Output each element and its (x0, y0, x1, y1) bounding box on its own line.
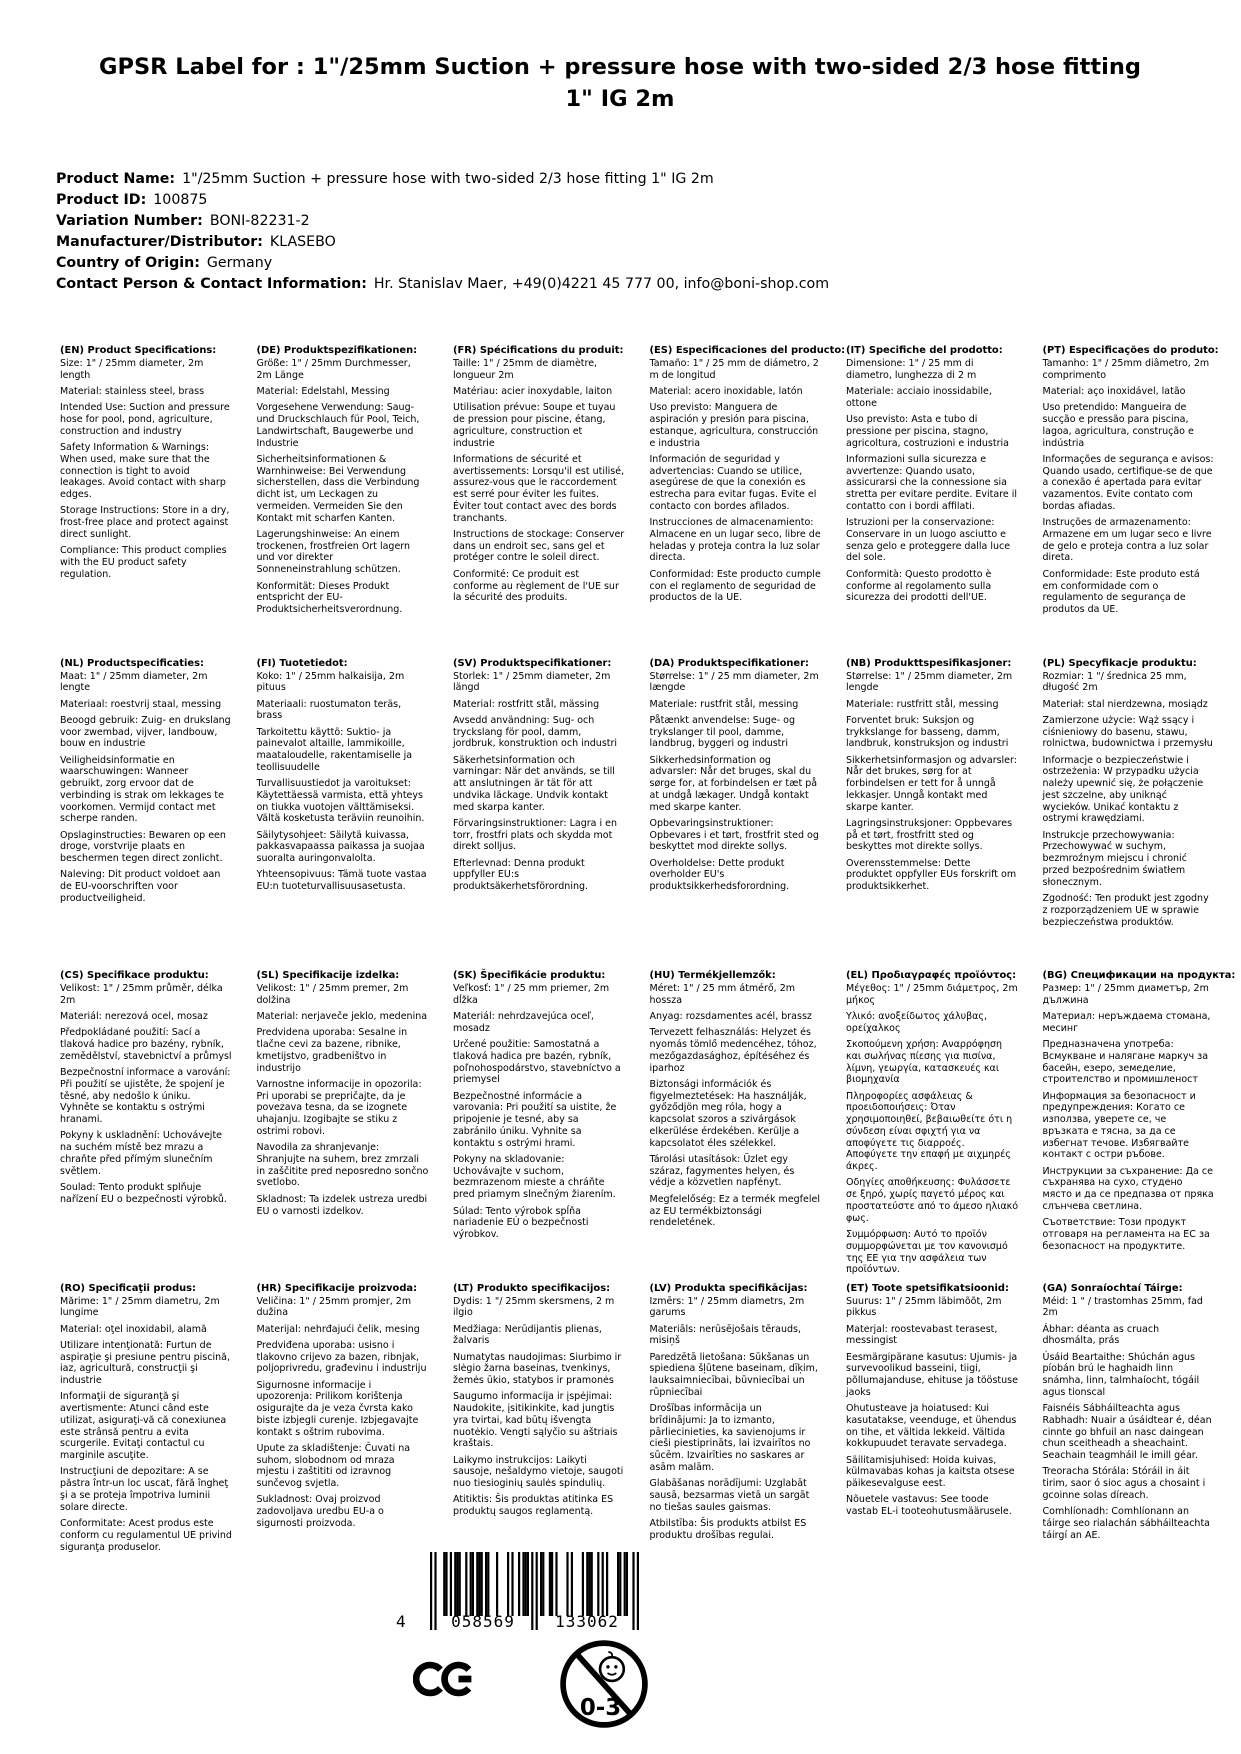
meta-label: Country of Origin: (56, 255, 200, 271)
spec-paragraph: Předpokládané použití: Sací a tlaková hadice pro bazény, rybník, zemědělství, stavebnictví a průmysl (60, 1027, 232, 1062)
language-spec-block (60, 658, 232, 971)
language-spec-heading: (GA) Sonraíochtaí Táirge: (1042, 1282, 1183, 1294)
spec-paragraph: Beoogd gebruik: Zuig- en drukslang voor zwembad, vijver, landbouw, bouw en industrie (60, 714, 231, 750)
language-spec-block (1043, 658, 1215, 971)
language-spec-block (453, 1283, 625, 1596)
spec-paragraph: Eesmärgipärane kasutus: Ujumis- ja survevoolikud basseini, tiigi, põllumajanduse, ehituse ja tööstuse jaoks (846, 1351, 1018, 1398)
spec-paragraph: Turvallisuustiedot ja varoitukset: Käytettäessä varmista, että yhteys on tiukka vuotojen välttämiseksi. Vältä kosketusta teräviin reunoihin. (256, 778, 425, 825)
spec-paragraph: Drošības informācija un brīdinājumi: Ja to izmanto, pārliecinieties, ka savienojums ir cieši piestiprināts, lai izvairītos no sūcēm. Izvairīties no saskares ar asām malām. (649, 1403, 811, 1473)
language-spec-paragraphs (60, 671, 232, 905)
spec-paragraph: Dydis: 1 "/ 25mm skersmens, 2 m ilgio (453, 1295, 615, 1319)
spec-paragraph: Istruzioni per la conservazione: Conservare in un luogo asciutto e senza gelo e proteggere dalla luce del sole. (846, 517, 1011, 564)
language-spec-heading: (SV) Produktspecifikationer: (453, 657, 612, 669)
language-spec-block (1042, 970, 1236, 1283)
language-spec-heading: (SL) Specifikacije izdelka: (256, 970, 400, 981)
spec-paragraph: Izmērs: 1" / 25mm diametrs, 2m garums (649, 1295, 805, 1319)
spec-paragraph: Compliance: This product complies with the EU product safety regulation. (60, 545, 227, 580)
spec-paragraph: Sigurnosne informacije i upozorenja: Prilikom korištenja osigurajte da je veza čvrsta kako biste izbjegli curenje. Izbjegavajte kontakt s oštrim rubovima. (256, 1379, 419, 1438)
spec-paragraph: Instructions de stockage: Conserver dans un endroit sec, sans gel et protéger contre le soleil direct. (453, 528, 625, 564)
language-spec-paragraphs (650, 1296, 822, 1542)
spec-paragraph: Sikkerhedsinformation og advarsler: Når det bruges, skal du sørge for, at forbindelsen er tæt på at undgå lækager. Undgå kontakt med skarpe kanter. (649, 754, 818, 813)
language-spec-paragraphs (453, 1296, 625, 1519)
language-spec-heading: (DE) Produktspezifikationen: (256, 345, 418, 356)
spec-paragraph: Saugumo informacija ir įspėjimai: Naudokite, įsitikinkite, kad jungtis yra tvirtai, kad būtų išvengta nuotėkio. Vengti sąlyčio su aštriais kraštais. (453, 1391, 618, 1450)
spec-paragraph: Materiaali: ruostumaton teräs, brass (256, 698, 402, 722)
spec-paragraph: Safety Information & Warnings: When used, make sure that the connection is tight to avoid leakages. Avoid contact with sharp edges. (60, 442, 226, 501)
spec-paragraph: Informações de segurança e avisos: Quando usado, certifique-se de que a conexão é apertada para evitar vazamentos. Evite contato com bordas afiadas. (1042, 453, 1214, 512)
language-spec-block (649, 345, 846, 658)
spec-paragraph: Overholdelse: Dette produkt overholder EU's produktsikkerhedsforordning. (649, 857, 790, 893)
spec-paragraph: Size: 1" / 25mm diameter, 2m length (60, 358, 204, 381)
spec-paragraph: Opslaginstructies: Bewaren op een droge, vorstvrije plaats en beschermen tegen direct zonlicht. (60, 829, 226, 865)
spec-paragraph: Velikost: 1" / 25mm průměr, délka 2m (60, 983, 223, 1006)
spec-paragraph: Storage Instructions: Store in a dry, frost-free place and protect against direct sunlight. (60, 505, 230, 540)
meta-label: Variation Number: (56, 213, 203, 229)
spec-paragraph: Utilizare intenţionată: Furtun de aspiraţie şi presiune pentru piscină, iaz, agricultură, construcţii şi industrie (60, 1339, 230, 1387)
spec-paragraph: Taille: 1" / 25mm de diamètre, longueur 2m (453, 358, 598, 381)
language-spec-block (846, 1283, 1018, 1596)
meta-row (56, 274, 1186, 295)
spec-paragraph: Materiale: rustfrit stål, messing (649, 698, 799, 710)
spec-paragraph: Información de seguridad y advertencias: Cuando se utilice, asegúrese de que la conexión es estrecha para evitar fugas. Evite el contacto con bordes afilados. (649, 453, 817, 512)
spec-paragraph: Overensstemmelse: Dette produktet oppfyller EUs forskrift om produktsikkerhet. (846, 857, 1017, 893)
spec-paragraph: Atbilstība: Šis produkts atbilst ES produktu drošības regulai. (649, 1518, 807, 1541)
spec-grid (60, 345, 1239, 1595)
spec-paragraph: Ohutusteave ja hoiatused: Kui kasutatakse, veenduge, et ühendus on tihe, et vältida lekkeid. Vältida kokkupuudet teravate servadega. (846, 1403, 1017, 1450)
spec-paragraph: Uso previsto: Manguera de aspiración y presión para piscina, estanque, agricultura, construcción e industria (649, 402, 819, 449)
spec-paragraph: Material: rostfritt stål, mässing (453, 698, 600, 710)
language-spec-paragraphs (1043, 983, 1215, 1253)
language-spec-block (1043, 1283, 1215, 1596)
language-spec-paragraphs (846, 358, 1018, 604)
language-spec-paragraphs (846, 671, 1018, 894)
spec-paragraph: Съответствие: Този продукт отговаря на регламента на ЕС за безопасност на продуктите. (1042, 1217, 1210, 1252)
spec-paragraph: Paredzētā lietošana: Sūkšanas un spiediena šļūtene baseinam, dīķim, lauksaimniecībai, būvniecībai un rūpniecībai (649, 1351, 818, 1398)
spec-paragraph: Bezpečnostné informácie a varovania: Pri použití sa uistite, že pripojenie je tesné, aby sa zabránilo úniku. Vyhnite sa kontaktu s ostrými hrami. (453, 1090, 617, 1149)
language-spec-heading: (LV) Produkta specifikācijas: (649, 1282, 808, 1294)
language-spec-paragraphs (453, 671, 625, 894)
spec-paragraph: Πληροφορίες ασφάλειας & προειδοποιήσεις: Όταν χρησιμοποιηθεί, βεβαιωθείτε ότι η σύνδεση είναι σφιχτή για να αποφύγετε τις διαρροές. Αποφύγετε την επαφή με αιχμηρές άκρες. (846, 1090, 1013, 1173)
spec-paragraph: Maat: 1" / 25mm diameter, 2m lengte (60, 670, 208, 694)
language-spec-heading: (CS) Specifikace produktu: (60, 970, 209, 981)
spec-paragraph: Predviđena uporaba: usisno i tlakovno crijevo za bazen, ribnjak, poljoprivredu, građevinu i industriju (256, 1339, 427, 1375)
spec-paragraph: Предназначена употреба: Всмукване и налягане маркуч за басейн, езеро, земеделие, строителство и промишленост (1042, 1039, 1209, 1086)
spec-paragraph: Μέγεθος: 1" / 25mm διάμετρος, 2m μήκος (846, 983, 1018, 1006)
language-spec-block (257, 345, 429, 658)
spec-paragraph: Mărime: 1" / 25mm diametru, 2m lungime (60, 1295, 220, 1319)
meta-value: Germany (206, 255, 273, 271)
language-spec-heading: (PL) Specyfikacje produktu: (1042, 657, 1197, 669)
language-spec-block (650, 1283, 822, 1596)
language-spec-paragraphs (846, 983, 1018, 1276)
language-spec-heading: (DA) Produktspecifikationer: (649, 657, 809, 669)
language-spec-paragraphs (453, 983, 625, 1241)
meta-value: KLASEBO (269, 234, 336, 250)
language-spec-heading: (LT) Produkto specifikacijos: (453, 1282, 611, 1294)
language-spec-paragraphs (257, 358, 429, 616)
spec-paragraph: Bezpečnostní informace a varování: Při použití se ujistěte, že spojení je těsné, aby nedošlo k úniku. Vyhněte se kontaktu s ostrými hranami. (60, 1067, 231, 1126)
spec-paragraph: Veľkosť: 1" / 25 mm priemer, 2m dĺžka (453, 983, 610, 1006)
spec-paragraph: Upute za skladištenje: Čuvati na suhom, slobodnom od mraza mjestu i zaštititi od izravnog sunčevog svjetla. (256, 1442, 411, 1490)
language-spec-heading: (ET) Toote spetsifikatsioonid: (846, 1282, 1009, 1294)
language-spec-heading: (HR) Specifikacije proizvoda: (256, 1282, 418, 1294)
language-spec-heading: (EL) Προδιαγραφές προϊόντος: (846, 970, 1017, 981)
ean13-barcode (396, 1552, 639, 1632)
spec-paragraph: Naleving: Dit product voldoet aan de EU-voorschriften voor productveiligheid. (60, 869, 221, 905)
language-spec-paragraphs (257, 1296, 429, 1530)
barcode-group1: 058569 (451, 1612, 515, 1631)
spec-paragraph: Tárolási utasítások: Üzlet egy száraz, fagymentes helyen, és védje a közvetlen napfényt. (649, 1153, 795, 1189)
spec-paragraph: Påtænkt anvendelse: Suge- og trykslanger til pool, damme, landbrug, byggeri og industri (649, 714, 796, 750)
language-spec-block (1042, 345, 1219, 658)
spec-paragraph: Förvaringsinstruktioner: Lagra i en torr, frostfri plats och skydda mot direkt solljus. (453, 817, 618, 853)
spec-paragraph: Conformidad: Este producto cumple con el reglamento de seguridad de productos de la UE. (649, 568, 821, 604)
spec-paragraph: Material: oţel inoxidabil, alamă (60, 1323, 207, 1335)
language-spec-heading: (NL) Productspecificaties: (60, 657, 204, 669)
spec-paragraph: Informaţii de siguranţă şi avertismente: Atunci când este utilizat, asiguraţi-vă că conexiunea este strânsă pentru a evita scurgerile. Evitaţi contactul cu marginile ascuţite. (60, 1391, 227, 1462)
spec-paragraph: Dimensione: 1" / 25 mm di diametro, lunghezza di 2 m (846, 358, 977, 381)
spec-paragraph: Zamierzone użycie: Wąż ssący i ciśnieniowy do basenu, stawu, rolnictwa, budownictwa i przemysłu (1042, 714, 1213, 750)
spec-paragraph: Yhteensopivuus: Tämä tuote vastaa EU:n tuoteturvallisuusasetusta. (256, 869, 427, 893)
spec-paragraph: Avsedd användning: Sug- och tryckslang för pool, damm, jordbruk, konstruktion och industri (453, 714, 618, 750)
language-spec-paragraphs (60, 983, 232, 1206)
spec-paragraph: Méid: 1 " / trastomhas 25mm, fad 2m (1042, 1295, 1203, 1319)
spec-paragraph: Tarkoitettu käyttö: Suktio- ja painevalot altaille, lammikoille, maataloudelle, rakentamiselle ja teollisuudelle (256, 726, 413, 773)
spec-paragraph: Tervezett felhasználás: Helyzet és nyomás tömlő medencéhez, tóhoz, mezőgazdasághoz, építéséhez és iparhoz (649, 1027, 817, 1074)
spec-paragraph: Materiāls: nerūsējošais tērauds, misiņš (649, 1323, 801, 1347)
spec-paragraph: Tamaño: 1" / 25 mm de diámetro, 2 m de longitud (649, 358, 819, 381)
spec-paragraph: Informazioni sulla sicurezza e avvertenze: Quando usato, assicurarsi che la connessione sia stretta per evitare perdite. Evitare il contatto con i bordi affilati. (846, 453, 1018, 512)
spec-paragraph: Material: Edelstahl, Messing (256, 386, 390, 398)
spec-paragraph: Instrucciones de almacenamiento: Almacene en un lugar seco, libre de heladas y proteja contra la luz solar directa. (649, 517, 821, 564)
spec-paragraph: Conformitate: Acest produs este conform cu regulamentul UE privind siguranţa produselor. (60, 1518, 232, 1553)
spec-paragraph: Størrelse: 1" / 25mm diameter, 2m lengde (846, 670, 1013, 694)
spec-paragraph: Tamanho: 1" / 25mm diâmetro, 2m comprimento (1042, 358, 1210, 381)
language-spec-paragraphs (1043, 1296, 1215, 1542)
spec-paragraph: Biztonsági információk és figyelmeztetések: Ha használják, győződjön meg róla, hogy a kapcsolat szoros a szivárgások elkerülése érdekében. Kerülje a kapcsolatot éles szélekkel. (649, 1078, 807, 1149)
language-spec-paragraphs (1043, 671, 1215, 929)
meta-value: 100875 (153, 192, 208, 208)
age-warning-text: 0-3 (579, 1694, 622, 1721)
language-spec-heading: (HU) Termékjellemzők: (649, 970, 776, 981)
language-spec-paragraphs (650, 358, 822, 604)
meta-row (56, 211, 1186, 232)
spec-paragraph: Veiligheidsinformatie en waarschuwingen: Wanneer gebruikt, zorg ervoor dat de verbinding is strak om lekkages te voorkomen. Vermijd contact met scherpe randen. (60, 754, 224, 825)
spec-paragraph: Méret: 1" / 25 mm átmérő, 2m hossza (649, 983, 796, 1006)
spec-paragraph: Информация за безопасност и предупреждения: Когато се използва, уверете се, че връзката е тясна, за да се избегнат течове. Избягвайте контакт с остри ръбове. (1042, 1090, 1196, 1161)
spec-paragraph: Pokyny na skladovanie: Uchovávajte v suchom, bezmrazenom mieste a chráňte pred priamym slnečným žiarením. (453, 1153, 616, 1201)
meta-value: BONI-82231-2 (209, 213, 310, 229)
spec-paragraph: Medžiaga: Nerūdijantis plienas, žalvaris (453, 1323, 602, 1347)
spec-paragraph: Materiál: nerezová ocel, mosaz (60, 1011, 208, 1023)
ce-mark-icon (413, 1648, 475, 1714)
spec-paragraph: Material: acero inoxidable, latón (649, 386, 803, 398)
spec-paragraph: Numatytas naudojimas: Siurbimo ir slėgio žarna baseinas, tvenkinys, žemės ūkio, statybos ir pramonės (453, 1351, 622, 1387)
spec-paragraph: Velikost: 1" / 25mm premer, 2m dolžina (256, 983, 409, 1006)
spec-paragraph: Faisnéis Sábháilteachta agus Rabhadh: Nuair a úsáidtear é, déan cinnte go bhfuil an nasc daingean chun sceitheadh a sheachaint. Seachain teagmháil le imill géar. (1042, 1403, 1212, 1462)
spec-paragraph: Materiale: acciaio inossidabile, ottone (846, 386, 992, 409)
language-spec-heading: (PT) Especificações do produto: (1042, 345, 1219, 356)
spec-paragraph: Predvidena uporaba: Sesalne in tlačne cevi za bazene, ribnike, kmetijstvo, gradbeništvo in industrijo (256, 1027, 408, 1074)
language-spec-heading: (ES) Especificaciones del producto: (649, 345, 846, 356)
spec-paragraph: Informations de sécurité et avertissements: Lorsqu'il est utilisé, assurez-vous que le raccordement est serré pour éviter les fuites. Éviter tout contact avec des bords tranchants. (453, 453, 625, 524)
barcode-left-digit: 4 (396, 1612, 407, 1631)
spec-paragraph: Úsáid Beartaithe: Shúchán agus píobán brú le haghaidh linn snámha, linn, talmhaíocht, tógáil agus tionscal (1042, 1351, 1200, 1398)
spec-paragraph: Säilitamisjuhised: Hoida kuivas, külmavabas kohas ja kaitsta otsese päikesevalguse eest. (846, 1454, 1015, 1490)
spec-paragraph: Conformità: Questo prodotto è conforme al regolamento sulla sicurezza dei prodotti dell'UE. (846, 568, 992, 604)
spec-paragraph: Materiál: nehrdzavejúca oceľ, mosadz (453, 1011, 594, 1034)
spec-paragraph: Materiaal: roestvrij staal, messing (60, 698, 222, 710)
spec-paragraph: Comhlíonadh: Comhlíonann an táirge seo rialachán sábháilteachta táirgí an AE. (1042, 1506, 1210, 1541)
language-spec-block (650, 658, 822, 971)
spec-paragraph: Conformité: Ce produit est conforme au règlement de l'UE sur la sécurité des produits. (453, 568, 619, 604)
language-spec-heading: (EN) Product Specifications: (60, 345, 217, 356)
language-spec-paragraphs (257, 671, 429, 894)
spec-paragraph: Συμμόρφωση: Αυτό το προϊόν συμμορφώνεται με τον κανονισμό της ΕΕ για την ασφάλεια των προϊόντων. (846, 1229, 1008, 1276)
barcode-group2: 133062 (555, 1612, 619, 1631)
meta-value: Hr. Stanislav Maer, +49(0)4221 45 777 00, info@boni-shop.com (373, 276, 830, 292)
language-spec-block (257, 658, 429, 971)
spec-paragraph: Lagerungshinweise: An einem trockenen, frostfreien Ort lagern und vor direkter Sonneneinstrahlung schützen. (256, 528, 411, 576)
spec-paragraph: Megfelelőség: Ez a termék megfelel az EU termékbiztonsági rendeletének. (649, 1193, 820, 1229)
language-spec-block (453, 970, 625, 1283)
spec-paragraph: Rozmiar: 1 "/ średnica 25 mm, długość 2m (1042, 670, 1187, 694)
spec-paragraph: Určené použitie: Samostatná a tlaková hadica pre bazén, rybník, poľnohospodárstvo, stavebníctvo a priemysel (453, 1039, 621, 1086)
spec-paragraph: Materiale: rustfritt stål, messing (846, 698, 999, 710)
spec-paragraph: Ábhar: déanta as cruach dhosmálta, prás (1042, 1323, 1160, 1347)
language-spec-block (846, 970, 1018, 1283)
spec-paragraph: Atitiktis: Šis produktas atitinka ES produktų saugos reglamentą. (453, 1494, 614, 1518)
spec-paragraph: Súlad: Tento výrobok spĺňa nariadenie EÚ o bezpečnosti výrobkov. (453, 1205, 589, 1241)
spec-paragraph: Säkerhetsinformation och varningar: När det används, se till att anslutningen är tät för att undvika läckage. Undvik kontakt med skarpa kanter. (453, 754, 615, 813)
language-spec-block (453, 658, 625, 971)
language-spec-paragraphs (650, 671, 822, 894)
spec-paragraph: Materjal: roostevabast terasest, messingist (846, 1323, 998, 1347)
spec-paragraph: Sicherheitsinformationen & Warnhinweise: Bei Verwendung sicherstellen, dass die Verbindung dicht ist, um Leckagen zu vermeiden. Vermeiden Sie den Kontakt mit scharfen Kanten. (256, 453, 420, 524)
spec-paragraph: Sukladnost: Ovaj proizvod zadovoljava uredbu EU-a o sigurnosti proizvoda. (256, 1494, 384, 1530)
spec-paragraph: Sikkerhetsinformasjon og advarsler: Når det brukes, sørg for at forbindelsen er tett for å unngå lekkasjer. Unngå kontakt med skarpe kanter. (846, 754, 1017, 813)
spec-paragraph: Größe: 1" / 25mm Durchmesser, 2m Länge (256, 358, 411, 381)
spec-paragraph: Материал: неръждаема стомана, месинг (1042, 1011, 1211, 1034)
language-spec-paragraphs (453, 358, 625, 604)
meta-label: Manufacturer/Distributor: (56, 234, 263, 250)
language-spec-heading: (NB) Produkttspesifikasjoner: (846, 657, 1012, 669)
spec-paragraph: Material: nerjaveče jeklo, medenina (256, 1011, 428, 1023)
language-spec-paragraphs (650, 983, 822, 1229)
spec-paragraph: Säilytysohjeet: Säilytä kuivassa, pakkasvapaassa paikassa ja suojaa suoralta auringonvalolta. (256, 829, 425, 865)
spec-paragraph: Matériau: acier inoxydable, laiton (453, 386, 613, 398)
spec-paragraph: Materijal: nehrđajući čelik, mesing (256, 1323, 420, 1335)
language-spec-paragraphs (60, 358, 232, 581)
spec-paragraph: Οδηγίες αποθήκευσης: Φυλάσσετε σε ξηρό, χωρίς παγετό μέρος και προστατεύστε από το άμεσο ηλιακό φως. (846, 1177, 1019, 1224)
spec-paragraph: Forventet bruk: Suksjon og trykkslange for basseng, damm, landbruk, konstruksjon og industri (846, 714, 1009, 750)
language-spec-paragraphs (60, 1296, 232, 1554)
spec-paragraph: Material: stainless steel, brass (60, 386, 205, 398)
spec-paragraph: Laikymo instrukcijos: Laikyti sausoje, nešaldymo vietoje, saugoti nuo tiesioginių saulės spindulių. (453, 1454, 624, 1490)
spec-paragraph: Intended Use: Suction and pressure hose for pool, pond, agriculture, construction and industry (60, 402, 230, 437)
language-spec-block (650, 970, 822, 1283)
spec-paragraph: Instruções de armazenamento: Armazene em um lugar seco e livre de gelo e proteja contra a luz solar direta. (1042, 517, 1212, 564)
spec-paragraph: Utilisation prévue: Soupe et tuyau de pression pour piscine, étang, agriculture, construction et industrie (453, 402, 616, 449)
spec-paragraph: Koko: 1" / 25mm halkaisija, 2m pituus (256, 670, 405, 694)
meta-row (56, 190, 1186, 211)
spec-paragraph: Размер: 1" / 25mm диаметър, 2m дължина (1042, 983, 1209, 1006)
meta-list (56, 169, 1186, 295)
spec-paragraph: Storlek: 1" / 25mm diameter, 2m längd (453, 670, 611, 694)
spec-paragraph: Material: aço inoxidável, latão (1042, 386, 1186, 398)
spec-paragraph: Veličina: 1" / 25mm promjer, 2m dužina (256, 1295, 412, 1319)
language-spec-paragraphs (846, 1296, 1018, 1519)
spec-paragraph: Инструкции за съхранение: Да се съхранява на сухо, студено място и да се предпазва от пряка слънчева светлина. (1042, 1165, 1214, 1213)
spec-paragraph: Efterlevnad: Denna produkt uppfyller EU:s produktsäkerhetsförordning. (453, 857, 589, 893)
spec-paragraph: Instrukcje przechowywania: Przechowywać w suchym, bezmroźnym miejscu i chronić przed bezpośrednim światłem słonecznym. (1042, 829, 1187, 888)
meta-row (56, 232, 1186, 253)
spec-paragraph: Størrelse: 1" / 25 mm diameter, 2m længde (649, 670, 819, 694)
spec-paragraph: Σκοπούμενη χρήση: Αναρρόφηση και σωλήνας πίεσης για πισίνα, λίμνη, γεωργία, κατασκευές και βιομηχανία (846, 1039, 1003, 1086)
language-spec-heading: (FI) Tuotetiedot: (256, 657, 348, 669)
language-spec-paragraphs (257, 983, 429, 1217)
spec-paragraph: Konformität: Dieses Produkt entspricht der EU-Produktsicherheitsverordnung. (256, 580, 403, 616)
spec-paragraph: Varnostne informacije in opozorila: Pri uporabi se prepričajte, da je povezava tesna, da se izognete uhajanju. Izogibajte se stiku z ostrimi robovi. (256, 1078, 422, 1137)
language-spec-paragraphs (1043, 358, 1215, 616)
meta-row (56, 169, 1186, 190)
spec-paragraph: Informacje o bezpieczeństwie i ostrzeżenia: W przypadku użycia należy upewnić się, że połączenie jest szczelne, aby uniknąć wycieków. Unikać kontaktu z ostrymi krawędziami. (1042, 754, 1204, 825)
language-spec-block (846, 658, 1018, 971)
page-title: GPSR Label for : 1"/25mm Suction + pressure hose with two-sided 2/3 hose fitting 1" IG 2m (98, 54, 1142, 112)
spec-paragraph: Soulad: Tento produkt splňuje nařízení EU o bezpečnosti výrobků. (60, 1181, 227, 1205)
spec-paragraph: Navodila za shranjevanje: Shranjujte na suhem, brez zmrzali in zaščitite pred neposredno sončno svetlobo. (256, 1142, 429, 1189)
spec-paragraph: Pokyny k uskladnění: Uchovávejte na suchém místě bez mrazu a chraňte před přímým slunečním světlem. (60, 1130, 223, 1177)
spec-paragraph: Uso pretendido: Mangueira de sucção e pressão para piscina, lagoa, agricultura, construção e indústria (1042, 402, 1194, 449)
spec-paragraph: Suurus: 1" / 25mm läbimõõt, 2m pikkus (846, 1295, 1002, 1319)
spec-paragraph: Materiał: stal nierdzewna, mosiądz (1042, 698, 1208, 710)
language-spec-block (60, 970, 232, 1283)
spec-paragraph: Zgodność: Ten produkt jest zgodny z rozporządzeniem UE w sprawie bezpieczeństwa produktów. (1042, 893, 1209, 928)
meta-label: Product ID: (56, 192, 147, 208)
language-spec-block (846, 345, 1018, 658)
language-spec-block (453, 345, 625, 658)
language-spec-block (257, 1283, 429, 1596)
language-spec-heading: (IT) Specifiche del prodotto: (846, 345, 1003, 356)
language-spec-heading: (FR) Spécifications du produit: (453, 345, 624, 356)
spec-paragraph: Instrucţiuni de depozitare: A se păstra într-un loc uscat, fără îngheţ şi a se proteja împotriva luminii solare directe. (60, 1466, 229, 1513)
spec-paragraph: Nõuetele vastavus: See toode vastab EL-i tooteohutusmäärusele. (846, 1494, 1012, 1518)
language-spec-heading: (BG) Спецификации на продукта: (1042, 970, 1236, 981)
meta-label: Product Name: (56, 171, 176, 187)
meta-row (56, 253, 1186, 274)
language-spec-heading: (RO) Specificaţii produs: (60, 1282, 196, 1294)
language-spec-block (60, 345, 232, 658)
spec-paragraph: Opbevaringsinstruktioner: Opbevares i et tørt, frostfrit sted og beskyttet mod direkte sollys. (649, 817, 819, 853)
meta-value: 1"/25mm Suction + pressure hose with two-sided 2/3 hose fitting 1" IG 2m (182, 171, 714, 187)
language-spec-heading: (SK) Špecifikácie produktu: (453, 970, 606, 981)
language-spec-block (60, 1283, 232, 1596)
language-spec-block (257, 970, 429, 1283)
spec-paragraph: Vorgesehene Verwendung: Saug- und Druckschlauch für Pool, Teich, Landwirtschaft, Baugewerbe und Industrie (256, 402, 420, 449)
spec-paragraph: Υλικό: ανοξείδωτος χάλυβας, ορείχαλκος (846, 1011, 987, 1034)
meta-label: Contact Person & Contact Information: (56, 276, 367, 292)
spec-paragraph: Treoracha Stórála: Stóráil in áit tirim, saor ó sioc agus a chosaint i gcoinne solas díreach. (1042, 1466, 1206, 1501)
spec-paragraph: Skladnost: Ta izdelek ustreza uredbi EU o varnosti izdelkov. (256, 1193, 428, 1217)
spec-paragraph: Anyag: rozsdamentes acél, brassz (649, 1011, 812, 1023)
spec-paragraph: Uso previsto: Asta e tubo di pressione per piscina, stagno, agricoltura, costruzioni e industria (846, 414, 1009, 449)
spec-paragraph: Conformidade: Este produto está em conformidade com o regulamento de segurança de produtos da UE. (1042, 568, 1200, 616)
spec-paragraph: Lagringsinstruksjoner: Oppbevares på et tørt, frostfritt sted og beskyttes mot direkte sollys. (846, 817, 1013, 853)
age-warning-0-3-icon (560, 1638, 648, 1734)
spec-paragraph: Glabāšanas norādījumi: Uzglabāt sausā, bezsarmas vietā un sargāt no tiešas saules gaismas. (649, 1478, 810, 1513)
